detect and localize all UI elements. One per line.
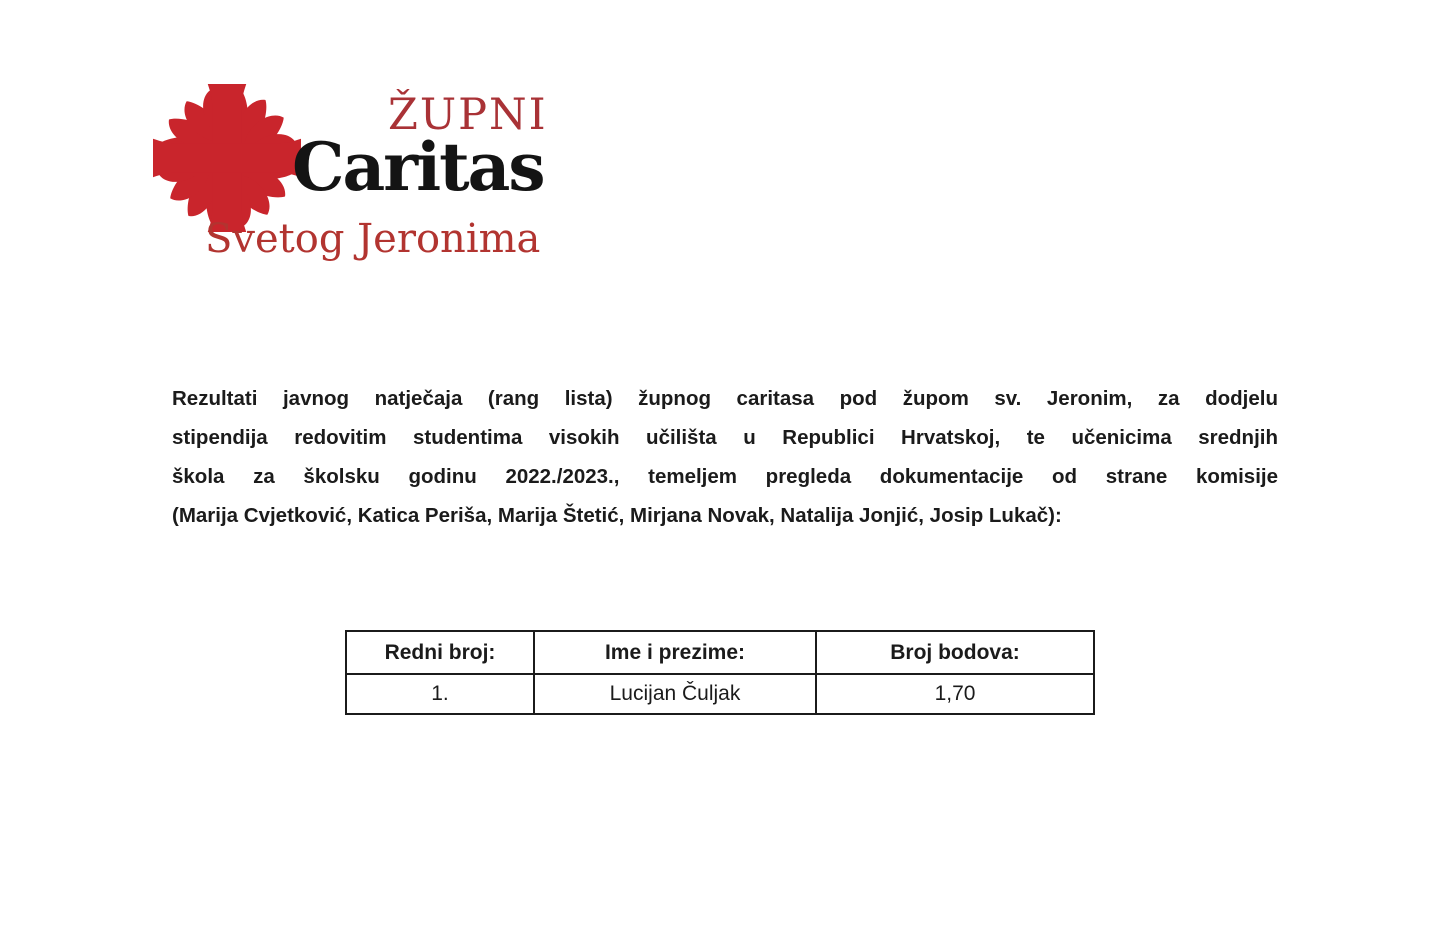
paragraph-line: stipendija redovitim studentima visokih učilišta u Republici Hrvatskoj, te učenicima srednjih xyxy=(172,426,1278,449)
caritas-cross-flames-icon xyxy=(152,84,302,232)
paragraph-line: (Marija Cvjetković, Katica Periša, Marija Štetić, Mirjana Novak, Natalija Jonjić, Josip Lukač): xyxy=(172,504,1062,527)
paragraph-line: škola za školsku godinu 2022./2023., temeljem pregleda dokumentacije od strane komisije xyxy=(172,465,1278,488)
logo-word-caritas: Caritas xyxy=(292,128,544,206)
header-broj-bodova: Broj bodova: xyxy=(816,631,1094,674)
header-redni-broj: Redni broj: xyxy=(346,631,534,674)
cell-ime-i-prezime: Lucijan Čuljak xyxy=(534,674,816,714)
logo-subtitle-svetog-jeronima: Svetog Jeronima xyxy=(205,216,541,262)
logo-word-zupni: ŽUPNI xyxy=(388,90,548,140)
header-ime-i-prezime: Ime i prezime: xyxy=(534,631,816,674)
ranking-table xyxy=(345,630,1095,715)
paragraph-line: Rezultati javnog natječaja (rang lista) župnog caritasa pod župom sv. Jeronim, za dodjelu xyxy=(172,387,1278,410)
table-row xyxy=(346,674,1094,714)
cell-redni-broj: 1. xyxy=(346,674,534,714)
cell-broj-bodova: 1,70 xyxy=(816,674,1094,714)
table-header-row xyxy=(346,631,1094,674)
results-intro-paragraph xyxy=(172,379,1278,535)
caritas-logo xyxy=(0,0,600,300)
